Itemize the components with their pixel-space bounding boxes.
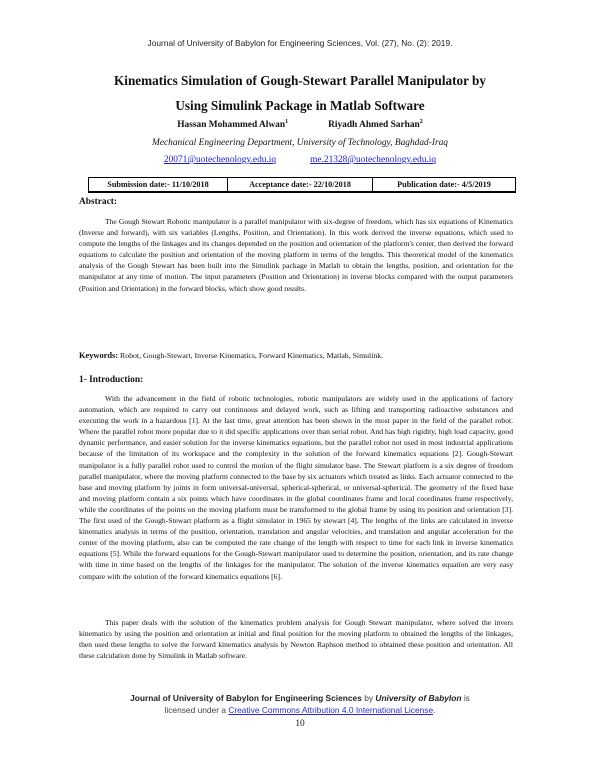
- keywords: [79, 351, 513, 360]
- dates-table: [88, 177, 516, 193]
- title-line-1: Kinematics Simulation of Gough-Stewart Parallel Manipulator by: [114, 73, 486, 88]
- email-link-2[interactable]: me.21328@uotechenology.edu.iq: [310, 155, 437, 165]
- abstract-text: The Gough Stewart Robotic manipulator is a parallel manipulator with six-degree of freedom, which has six equations of Kinematics (Inverse and forward), with six variables (Lengths, Position, and Orientation). In this work derived the inverse equations, which used to compute the lengths of the linkages and its changes depended on the position and orientation of the platform's center, then derived the forward equations to calculate the position and orientation of the moving platform in terms of the lengths. This theoretical model of the kinematics analysis of the Gough Stewart has been built into the Simulink package in Matlab to obtain the lengths, position, and orientation for the manipulator at any time of motion. The input parameters (Position and Orientation) in inverse blocks compared with the output parameters (Position and Orientation) in the forward blocks, which show good results.: [79, 217, 513, 293]
- author-emails: [0, 155, 600, 165]
- page-number: 10: [295, 719, 305, 729]
- author-1: Hassan Mohammed Alwan$^1$: [177, 119, 289, 131]
- affiliation: Mechanical Engineering Department, University of Technology, Baghdad-Iraq: [152, 138, 448, 148]
- license-footer: Journal of University of Babylon for Engineering Sciences by University of Babylon is licensed under a Creative Commons Attribution 4.0 International License.: [130, 693, 470, 715]
- author-2: Riyadh Ahmed Sarhan$^2$: [328, 119, 423, 131]
- acceptance-date: Acceptance date:- 22/10/2018: [228, 178, 373, 191]
- paper-title: [60, 68, 540, 118]
- footer-university: University of Babylon: [375, 693, 462, 703]
- introduction-heading: 1- Introduction:: [79, 375, 144, 385]
- email-link-1[interactable]: 20071@uotechenology.edu.iq: [163, 155, 277, 165]
- abstract-heading: Abstract:: [79, 197, 118, 207]
- title-line-2: Using Simulink Package in Matlab Software: [175, 98, 425, 113]
- introduction-paragraph-1: With the advancement in the field of robotic technologies, robotic manipulators are widely used in the applications of factory automation, which are required to carry out continuous and delayed work, such as lifting and transporting radioactive substances and executing the work in a hazardous [1]. At the last time, great attention has been shown in the most paper in the field of the parallel robot. Where the parallel robot more popular due to it did specific applications over than serial robot. And has high rigidity, high load capacity, good dynamic performance, and easier solution for the inverse kinematics equations, but the parallel robot not used in most industrial applications because of the limitation of its workspace and the complexity in the solution of the forward kinematics equations [2]. Gough-Stewart manipulator is a fully parallel robot used to control the motion of the flight simulator base. The Stewart platform is a six degree of freedom parallel manipulator, where the moving platform connected to the base by six actuators which treated as links. Each actuator connected to the base and moving platform by joints in form universal-universal, spherical-spherical, or universal-spherical. The geometry of the fixed base and moving platform contain a six points which have coordinates in the global coordinates frame and local coordinates frame respectively, while the coordinates of the points on the moving platform must be transformed to the global frame by using its position and orientation [3]. The first used of the Gough-Stewart platform as a flight simulator in 1965 by stewart [4]. The lengths of the links are calculated in inverse kinematics analysis in terms of the position, orientation, translation and angular velocities, and translation and angular acceleration for the center of the moving platform, also can be computed the rate change of the length with respect to time for each link in inverse kinematics equations [5]. While the forward equations for the Gough-Stewart manipulator used to determine the position, orientation, and its rate change with time in time based on the lengths of the linkages for the manipulator. The solution of the inverse kinematics equation are very easy compare with the solution of the forward kinematics equations [6].: [79, 394, 513, 581]
- introduction-paragraph-2: This paper deals with the solution of the kinematics problem analysis for Gough Stewart manipulator, where solved the invers kinematics by using the position and orientation at initial and final position for the moving platform to obtained the lengths of the linkages, then used these lengths to solve the forward kinematics analysis by Newton Raphson method to obtained these position and orientation. All these calculation done by Simulink in Matlab software.: [79, 618, 513, 661]
- license-link[interactable]: Creative Commons Attribution 4.0 International License: [228, 705, 434, 715]
- keywords-label: Keywords:: [79, 351, 119, 360]
- footer-journal: Journal of University of Babylon for Engineering Sciences: [130, 693, 362, 703]
- publication-date: Publication date:- 4/5/2019: [397, 180, 491, 189]
- keywords-text: Robot, Gough-Stewart, Inverse Kinematics, Forward Kinematics, Matlab, Simulink.: [120, 351, 384, 360]
- author-list: [0, 119, 600, 130]
- submission-date: Submission date:- 11/10/2018: [89, 178, 228, 191]
- journal-header: Journal of University of Babylon for Engineering Sciences, Vol. (27), No. (2): 2019.: [147, 38, 453, 48]
